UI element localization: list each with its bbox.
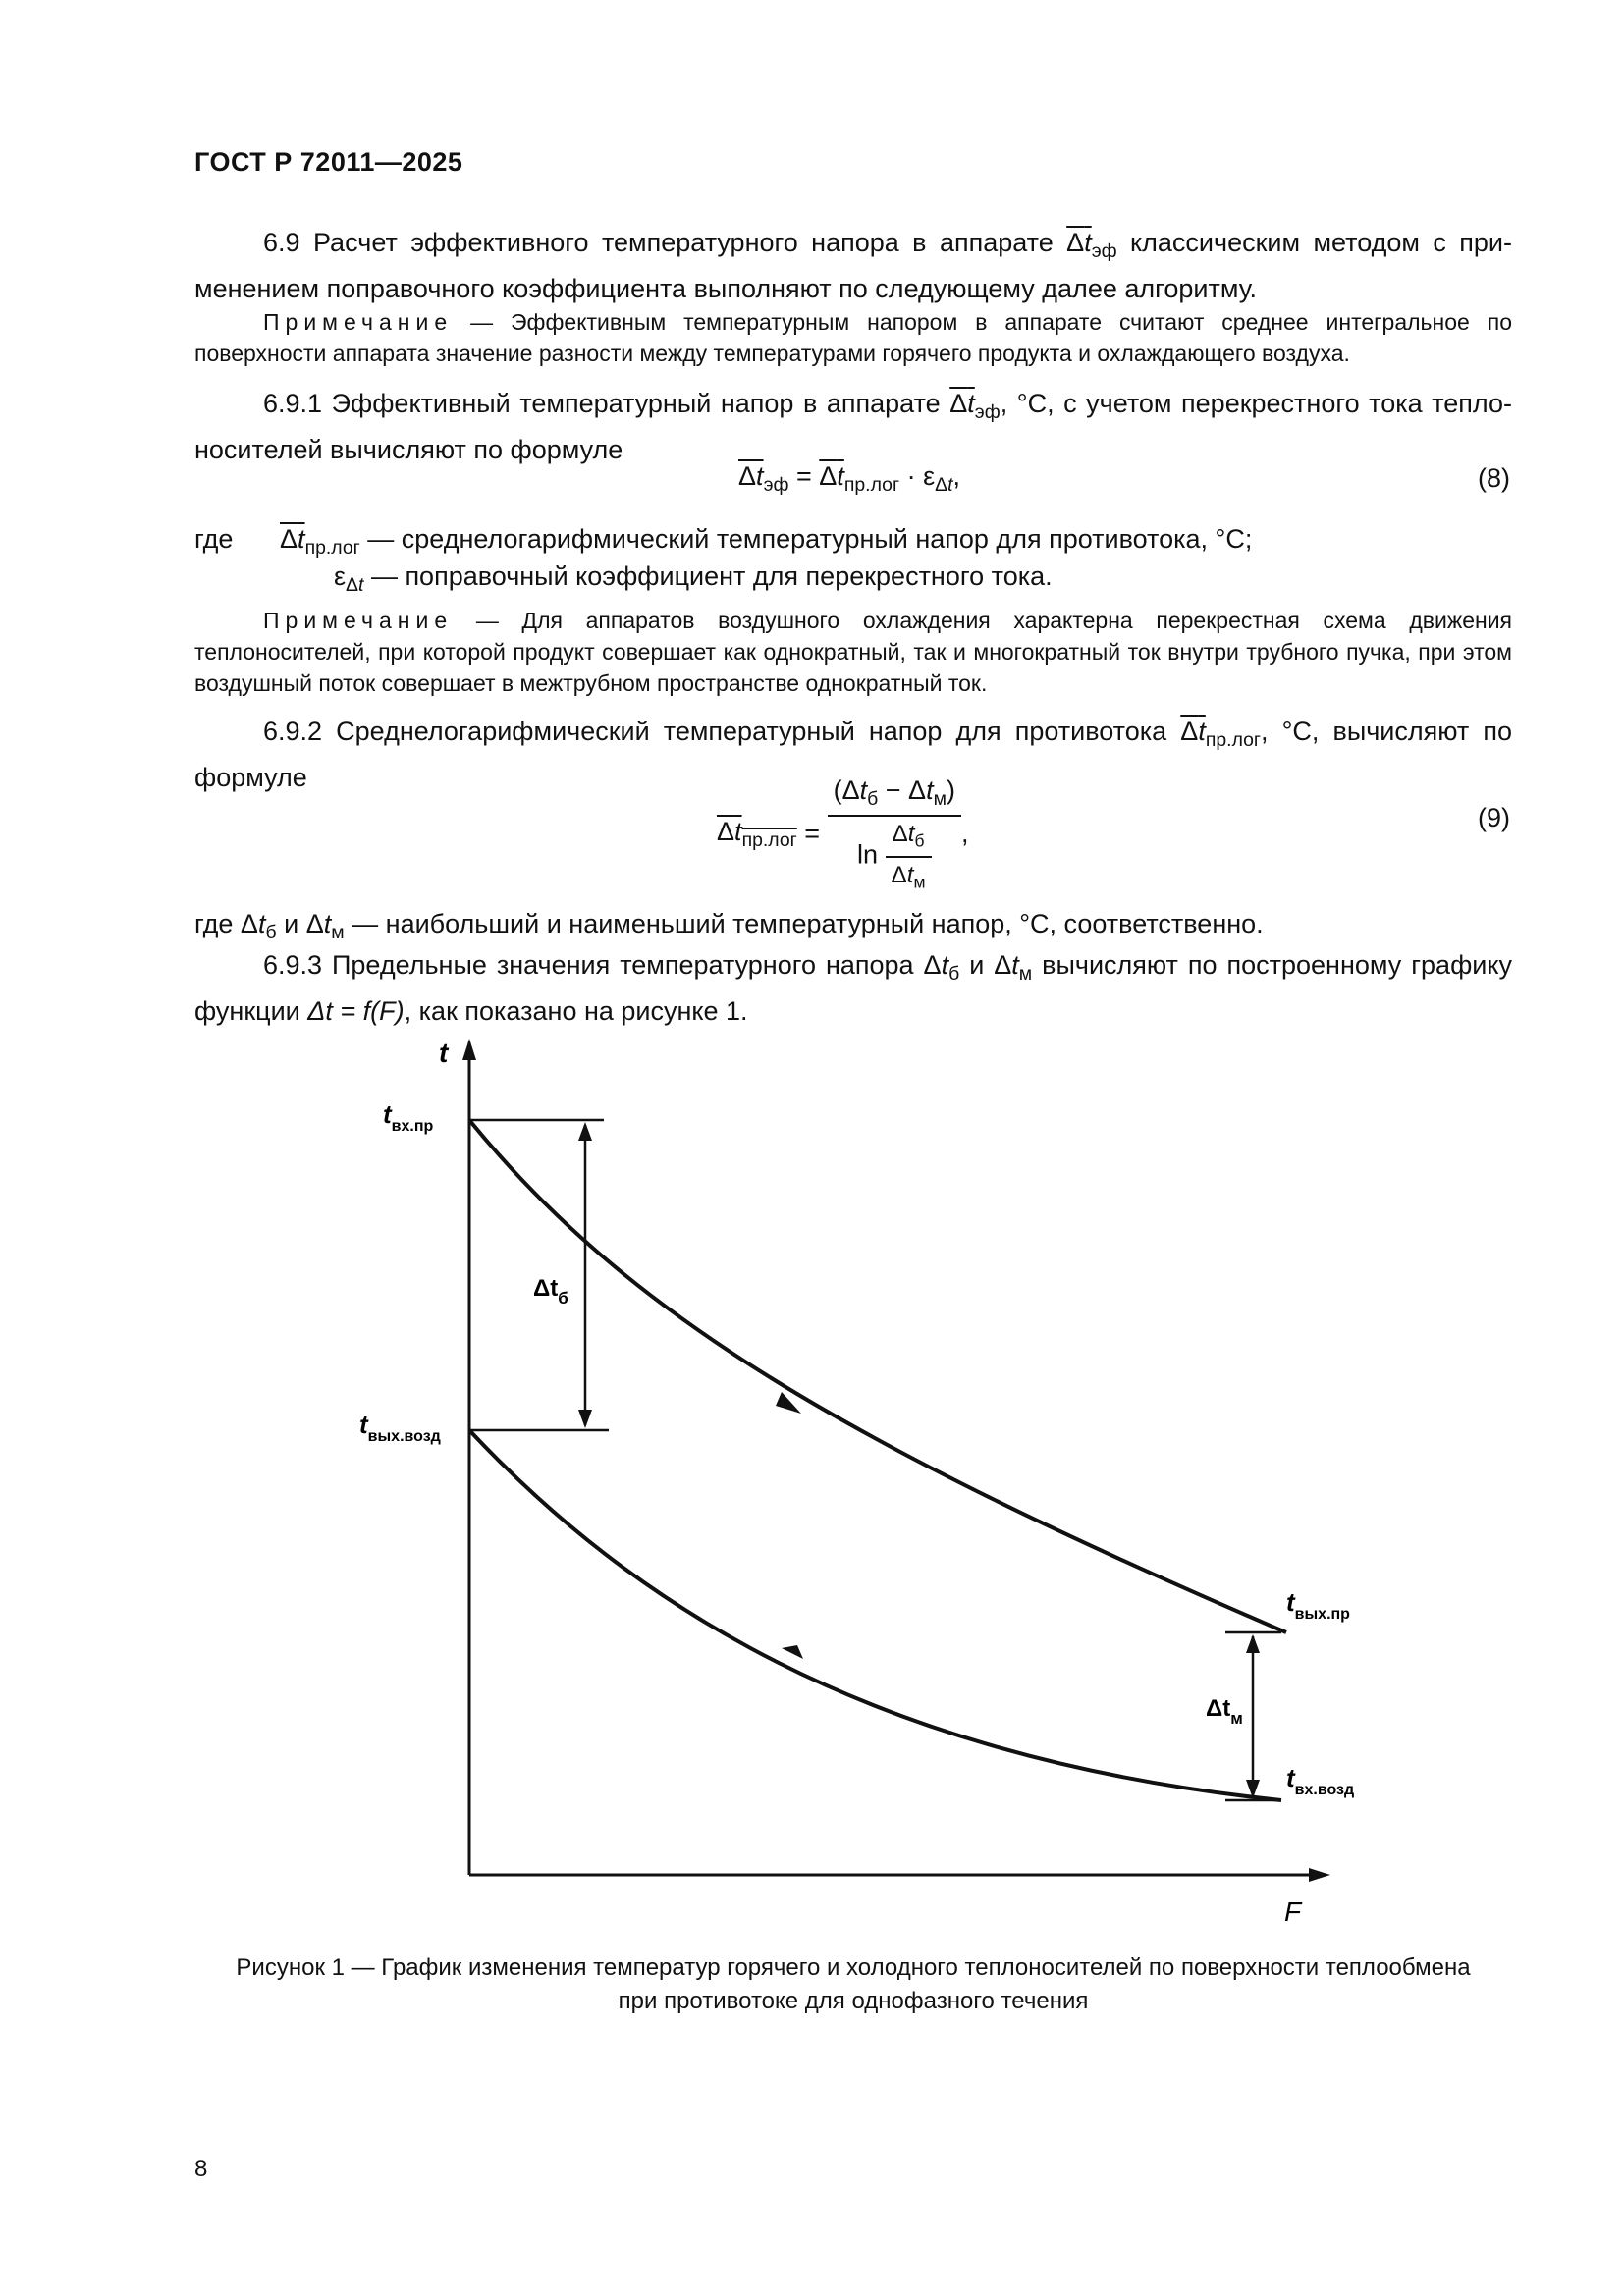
- note-label: Примечание: [263, 608, 454, 633]
- note-label: Примечание: [263, 309, 454, 335]
- label-t-out-air: tвых.возд: [359, 1410, 441, 1445]
- formula-9: $\Delta t_{пр.лог}$ = $(\Delta t_б - \Delta t_м)$ ln $\frac{\Delta t_б}{\Delta t_м}$ ,: [717, 775, 969, 892]
- paragraph-6-9-1: 6.9.1 Эффективный температурный напор в аппарате $\Delta t_{эф}$, °С, с учетом перекрестного тока теплоносителей вычисляют по формуле: [194, 389, 1512, 465]
- label-t-in-pr: tвх.пр: [383, 1099, 434, 1135]
- paragraph-6-9-1-text-end: , °С, с учетом перекрестного тока теплоносителей вычисляют по формуле: [194, 389, 1512, 465]
- symbol-subscript: эф: [1091, 240, 1117, 263]
- symbol-dt-eff: Δt: [949, 389, 975, 418]
- paragraph-6-9-2-text-end: , °С, вычисляют по формуле: [194, 717, 1512, 793]
- paragraph-6-9-2: 6.9.2 Среднелогарифмический температурный напор для противотока $\Delta t_{пр.лог}$, °С, вычисляют по формуле: [194, 717, 1512, 793]
- label-t-out-pr: tвых.пр: [1286, 1587, 1350, 1623]
- where-9: где $\Delta t_б$ и $\Delta t_м$ — наибольший и наименьший температурный напор, °С, соответственно.: [194, 909, 1264, 944]
- arrow-air-direction: [782, 1645, 803, 1659]
- formula-8-number: (8): [1478, 463, 1510, 493]
- document-header: ГОСТ Р 72011—2025: [194, 147, 463, 177]
- x-axis-label: F: [1284, 1896, 1302, 1927]
- figure-caption-line1: Рисунок 1 — График изменения температур горячего и холодного теплоносителей по поверхности теплообмена: [236, 1954, 1471, 1981]
- x-axis-arrow: [1309, 1868, 1330, 1882]
- note-text: — Для аппаратов воздушного охлаждения характерна перекрестная схема движения теплоносителей, при которой продукт совершает как однократный, так и многократный ток внутри трубного пучка, при этом воздушный поток совершает в межтрубном пространстве однократный ток.: [194, 608, 1512, 696]
- y-axis-arrow: [462, 1039, 476, 1060]
- formula-9-number: (9): [1478, 803, 1510, 832]
- formula-8: $\Delta t_{эф} = \Delta t_{пр.лог} \cdot \varepsilon_{\Delta t}$,: [738, 461, 961, 497]
- curve-hot-product: [469, 1120, 1286, 1632]
- label-dt-b: Δtб: [533, 1275, 568, 1308]
- note-text: — Эффективным температурным напором в аппарате считают среднее интегральное по поверхности аппарата значение разности между температурами горячего продукта и охлаждающего воздуха.: [194, 309, 1512, 366]
- label-t-in-air: tвх.возд: [1286, 1763, 1355, 1798]
- where-8-line2: $\varepsilon_{\Delta t}$ — поправочный коэффициент для перекрестного тока.: [334, 561, 1053, 597]
- paragraph-6-9-text: 6.9 Расчет эффективного температурного напора в аппарате: [263, 228, 1067, 257]
- paragraph-6-9-1-text: 6.9.1 Эффективный температурный напор в аппарате: [263, 389, 950, 418]
- figure-caption-line2: при противотоке для однофазного течения: [618, 1988, 1089, 2014]
- where-lead-8: где: [194, 524, 234, 554]
- y-axis-label: t: [439, 1038, 449, 1068]
- symbol-dt-prlog: Δt: [1180, 717, 1206, 746]
- figure-caption: [194, 1951, 1512, 2018]
- label-dt-m: Δtм: [1206, 1695, 1243, 1728]
- paragraph-6-9-2-text: 6.9.2 Среднелогарифмический температурный напор для противотока: [263, 717, 1181, 746]
- symbol-dt-eff: Δt: [1066, 228, 1092, 257]
- curve-cold-air: [469, 1430, 1281, 1800]
- page-number: 8: [194, 2156, 208, 2182]
- where-8-line1: $\Delta t_{пр.лог}$ — среднелогарифмический температурный напор для противотока, °С;: [280, 524, 1253, 560]
- paragraph-6-9-text-end: классическим методом с применением поправочного коэффициента выполняют по следующему далее алгоритму.: [194, 228, 1513, 304]
- paragraph-6-9-3: 6.9.3 Предельные значения температурного напора $\Delta t_б$ и $\Delta t_м$ вычисляют по построенному графику функции Δt = f(F), как показано на рисунке 1.: [194, 950, 1512, 1027]
